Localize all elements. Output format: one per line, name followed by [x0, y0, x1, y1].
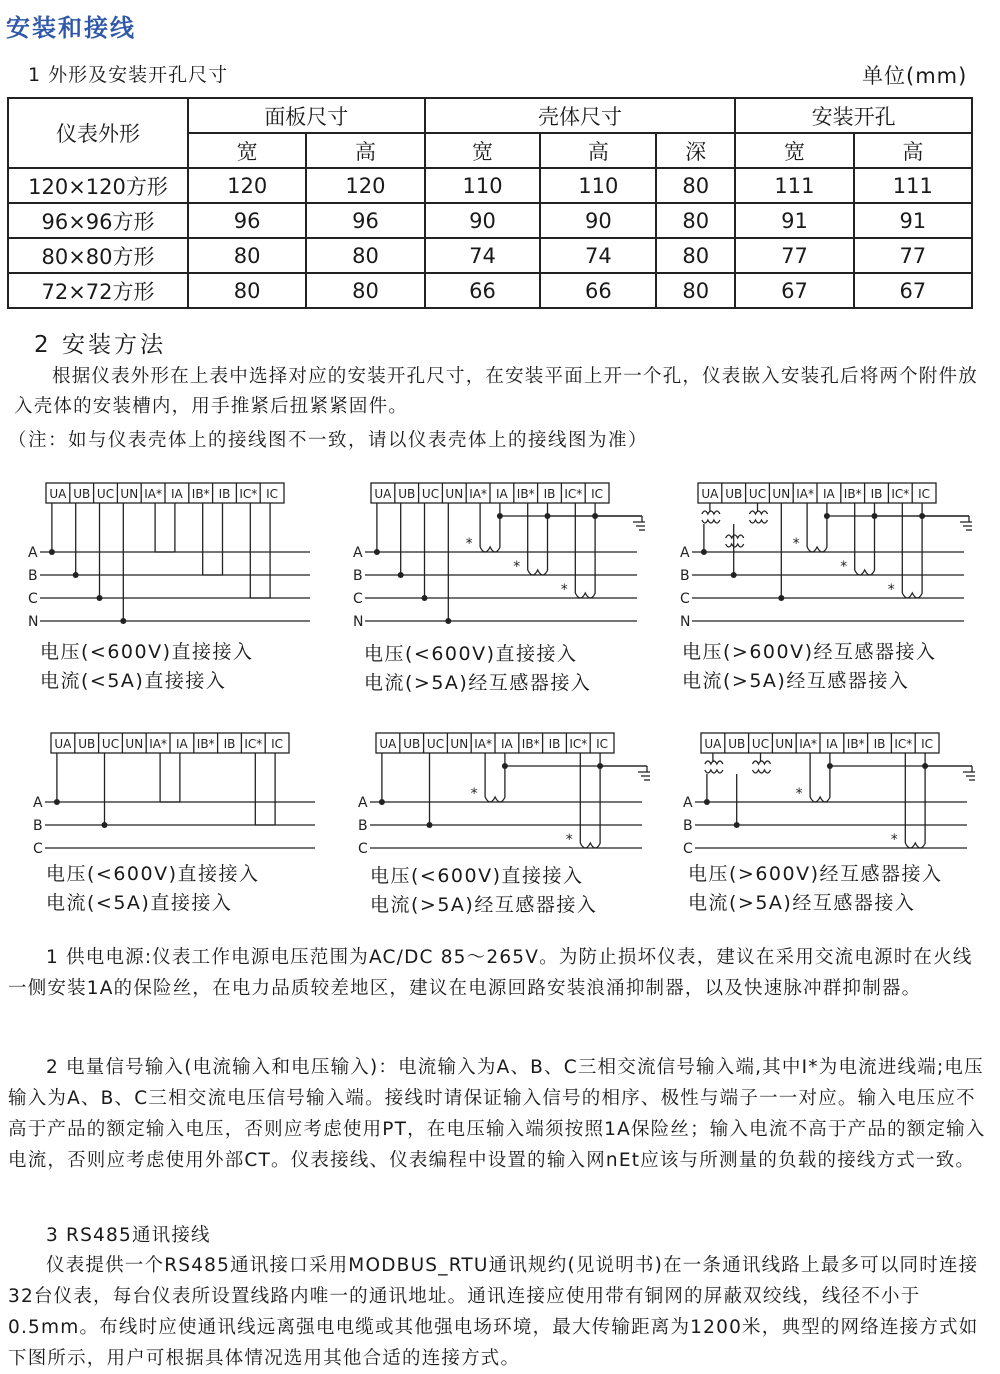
terminal-label: UA: [704, 737, 722, 751]
terminal-label: IB: [218, 487, 231, 501]
row-shape: 120×120方形: [8, 168, 188, 203]
polarity-star: *: [840, 559, 848, 575]
terminal-label: UA: [701, 487, 719, 501]
pt-coil: [750, 511, 768, 514]
pt-coil: [705, 770, 723, 773]
terminal-label: IC*: [244, 737, 263, 751]
page-title: 安装和接线: [6, 14, 136, 42]
phase-label: C: [358, 841, 368, 857]
ct-coil: [485, 797, 505, 802]
terminal-label: UC: [421, 487, 440, 501]
row-value: 90: [425, 203, 541, 238]
row-value: 67: [854, 273, 972, 308]
junction-dot: [701, 549, 707, 555]
terminal-label: UN: [450, 737, 469, 751]
row-value: 67: [735, 273, 853, 308]
junction-dot: [872, 513, 878, 519]
row-value: 66: [540, 273, 656, 308]
phase-label: B: [33, 818, 43, 834]
terminal-label: IB: [870, 487, 883, 501]
junction-dot: [597, 763, 603, 769]
phase-label: C: [683, 841, 693, 857]
terminal-label: IB*: [846, 737, 865, 751]
phase-label: N: [28, 614, 39, 630]
junction-dot: [398, 572, 404, 578]
junction-dot: [545, 513, 551, 519]
terminal-label: IB: [873, 737, 886, 751]
caption-5: 电压(<600V)直接接入 电流(>5A)经互感器接入: [370, 865, 598, 916]
junction-dot: [778, 595, 784, 601]
pt-coil: [702, 520, 720, 523]
polarity-star: *: [465, 536, 473, 552]
table-row: [8, 168, 972, 203]
sub-header: 深: [656, 133, 735, 168]
terminal-label: UB: [398, 487, 416, 501]
row-value: 111: [854, 168, 972, 203]
junction-dot: [502, 763, 508, 769]
junction-dot: [919, 513, 925, 519]
terminal-label: IB*: [521, 737, 540, 751]
junction-dot: [49, 549, 55, 555]
sub-header: 宽: [425, 133, 541, 168]
terminal-label: IB*: [516, 487, 535, 501]
junction-dot: [427, 822, 433, 828]
ct-coil: [807, 547, 827, 552]
ct-coil: [480, 547, 500, 552]
terminal-label: UN: [445, 487, 464, 501]
junction-dot: [445, 618, 451, 624]
caption-4: 电压(<600V)直接接入 电流(<5A)直接接入: [46, 863, 260, 914]
wiring-diagram-3: [672, 478, 972, 638]
wiring-diagram-6: [675, 728, 975, 863]
junction-dot: [824, 513, 830, 519]
junction-dot: [54, 799, 60, 805]
polarity-star: *: [887, 582, 895, 598]
row-value: 77: [854, 238, 972, 273]
terminal-label: UC: [426, 737, 445, 751]
pt-coil: [750, 520, 768, 523]
phase-label: A: [28, 545, 38, 561]
terminal-label: IA: [496, 487, 508, 501]
phase-label: N: [353, 614, 364, 630]
row-value: 80: [188, 238, 306, 273]
row-value: 80: [306, 238, 424, 273]
terminal-label: IC*: [564, 487, 583, 501]
terminal-label: UA: [49, 487, 67, 501]
phase-label: A: [353, 545, 363, 561]
row-value: 66: [425, 273, 541, 308]
terminal-label: UB: [725, 487, 743, 501]
sub-header: 宽: [735, 133, 853, 168]
terminal-label: IA: [501, 737, 513, 751]
terminal-label: IB: [543, 487, 556, 501]
junction-dot: [731, 572, 737, 578]
phase-label: C: [680, 591, 690, 607]
terminal-label: UN: [125, 737, 144, 751]
row-value: 80: [656, 168, 735, 203]
table-row: [8, 203, 972, 238]
polarity-star: *: [470, 786, 478, 802]
caption-1: 电压(<600V)直接接入 电流(<5A)直接接入: [40, 641, 254, 692]
junction-dot: [592, 513, 598, 519]
polarity-star: *: [513, 559, 521, 575]
ct-coil: [575, 593, 595, 598]
terminal-label: IB: [223, 737, 236, 751]
junction-dot: [120, 618, 126, 624]
phase-label: B: [353, 568, 363, 584]
terminal-label: IA*: [144, 487, 162, 501]
phase-label: C: [353, 591, 363, 607]
terminal-label: IA*: [799, 737, 817, 751]
phase-label: A: [683, 795, 693, 811]
ct-coil: [528, 570, 548, 575]
terminal-label: UC: [101, 737, 120, 751]
sub-header: 高: [306, 133, 424, 168]
terminal-label: UA: [379, 737, 397, 751]
row-value: 80: [656, 238, 735, 273]
ct-coil: [810, 797, 830, 802]
terminal-label: UN: [772, 487, 791, 501]
ct-coil: [855, 570, 875, 575]
row-value: 110: [425, 168, 541, 203]
phase-label: C: [28, 591, 38, 607]
wiring-diagram-2: [345, 478, 645, 638]
phase-label: A: [358, 795, 368, 811]
row-value: 91: [735, 203, 853, 238]
pt-coil: [702, 511, 720, 514]
phase-label: B: [680, 568, 690, 584]
terminal-label: UB: [728, 737, 746, 751]
phase-label: B: [28, 568, 38, 584]
wiring-diagram-5: [350, 728, 650, 863]
power-supply-text: 1 供电电源:仪表工作电源电压范围为AC/DC 85～265V。为防止损坏仪表，建议在采用交流电源时在火线一侧安装1A的保险丝，在电力品质较差地区，建议在电源回路安装浪涌抑制器，以及快速脉冲群抑制器。: [8, 947, 973, 999]
terminal-label: IB*: [196, 737, 215, 751]
junction-dot: [497, 513, 503, 519]
phase-label: N: [680, 614, 691, 630]
phase-label: B: [358, 818, 368, 834]
caption-3: 电压(>600V)经互感器接入 电流(>5A)经互感器接入: [682, 641, 937, 692]
wiring-diagram-1: [20, 478, 310, 638]
phase-label: A: [680, 545, 690, 561]
row-value: 120: [306, 168, 424, 203]
junction-dot: [73, 572, 79, 578]
junction-dot: [102, 822, 108, 828]
table-row: [8, 238, 972, 273]
phase-label: B: [683, 818, 693, 834]
ct-coil: [902, 593, 922, 598]
rs485-text: 仪表提供一个RS485通讯接口采用MODBUS_RTU通讯规约(见说明书)在一条通讯线路上最多可以同时连接32台仪表，每台仪表所设置线路内唯一的通讯地址。通讯连接应使用带有铜网的屏蔽双绞线，线径不小于0.5mm。布线时应使通讯线远离强电电缆或其他强电场环境，最大传输距离为1200米，典型的网络连接方式如下图所示，用户可根据具体情况选用其他合适的连接方式。: [8, 1255, 979, 1369]
terminal-label: UC: [751, 737, 770, 751]
junction-dot: [734, 822, 740, 828]
polarity-star: *: [795, 786, 803, 802]
terminal-label: IB*: [191, 487, 210, 501]
terminal-label: IC*: [569, 737, 588, 751]
phase-label: C: [33, 841, 43, 857]
row-value: 80: [306, 273, 424, 308]
sub-header: 宽: [188, 133, 306, 168]
install-text: 根据仪表外形在上表中选择对应的安装开孔尺寸，在安装平面上开一个孔，仪表嵌入安装孔后将两个附件放入壳体的安装槽内，用手推紧后扭紧紧固件。: [14, 366, 978, 417]
junction-dot: [922, 763, 928, 769]
junction-dot: [374, 549, 380, 555]
polarity-star: *: [560, 582, 568, 598]
terminal-label: UN: [775, 737, 794, 751]
row-shape: 72×72方形: [8, 273, 188, 308]
row-value: 80: [188, 273, 306, 308]
section-1-heading: 1 外形及安装开孔尺寸: [28, 64, 229, 86]
terminal-label: IC*: [891, 487, 910, 501]
row-shape: 96×96方形: [8, 203, 188, 238]
junction-dot: [97, 595, 103, 601]
unit-label: 单位(mm): [862, 64, 968, 88]
polarity-star: *: [565, 832, 573, 848]
terminal-label: IA*: [149, 737, 167, 751]
terminal-label: UC: [96, 487, 115, 501]
terminal-label: IA: [826, 737, 838, 751]
terminal-label: UC: [748, 487, 767, 501]
terminal-label: IC: [918, 487, 931, 501]
caption-2: 电压(<600V)直接接入 电流(>5A)经互感器接入: [364, 643, 592, 694]
terminal-label: UA: [374, 487, 392, 501]
pt-coil: [726, 535, 744, 538]
polarity-star: *: [792, 536, 800, 552]
group-panel-size: 面板尺寸: [188, 98, 425, 133]
terminal-label: UB: [78, 737, 96, 751]
terminal-label: UA: [54, 737, 72, 751]
junction-dot: [704, 799, 710, 805]
terminal-label: IA: [823, 487, 835, 501]
signal-input-text: 2 电量信号输入(电流输入和电压输入)：电流输入为A、B、C三相交流信号输入端,其中I*为电流进线端;电压输入为A、B、C三相交流电压信号输入端。接线时请保证输入信号的相序、极性与端子一一对应。输入电压应不高于产品的额定输入电压，否则应考虑使用PT，在电压输入端须按照1A保险丝；输入电流不高于产品的额定输入电流，否则应考虑使用外部CT。仪表接线、仪表编程中设置的输入网nEt应该与所测量的负载的接线方式一致。: [8, 1057, 986, 1171]
polarity-star: *: [890, 832, 898, 848]
row-value: 90: [540, 203, 656, 238]
terminal-label: IB: [548, 737, 561, 751]
row-value: 96: [306, 203, 424, 238]
group-shell-size: 壳体尺寸: [425, 98, 736, 133]
terminal-label: IC*: [239, 487, 258, 501]
rs485-heading: 3 RS485通讯接线: [46, 1225, 211, 1246]
row-value: 96: [188, 203, 306, 238]
table-row: [8, 273, 972, 308]
terminal-label: IC: [921, 737, 934, 751]
terminal-label: IA: [171, 487, 183, 501]
row-value: 120: [188, 168, 306, 203]
dimension-table: [7, 97, 973, 309]
junction-dot: [827, 763, 833, 769]
row-value: 80: [656, 203, 735, 238]
terminal-label: IC: [266, 487, 279, 501]
phase-label: A: [33, 795, 43, 811]
row-value: 80: [656, 273, 735, 308]
caption-6: 电压(>600V)经互感器接入 电流(>5A)经互感器接入: [688, 863, 943, 914]
sub-header: 高: [854, 133, 972, 168]
row-value: 91: [854, 203, 972, 238]
group-cutout: 安装开孔: [735, 98, 972, 133]
ct-coil: [580, 843, 600, 848]
sub-header: 高: [540, 133, 656, 168]
section-2-heading: 2 安装方法: [34, 332, 166, 358]
row-value: 111: [735, 168, 853, 203]
row-value: 74: [425, 238, 541, 273]
terminal-label: IA*: [474, 737, 492, 751]
terminal-label: IA*: [796, 487, 814, 501]
pt-coil: [726, 544, 744, 547]
terminal-label: IC: [271, 737, 284, 751]
pt-coil: [753, 761, 771, 764]
row-value: 110: [540, 168, 656, 203]
terminal-label: IA: [176, 737, 188, 751]
terminal-label: UN: [120, 487, 139, 501]
row-value: 77: [735, 238, 853, 273]
pt-coil: [705, 761, 723, 764]
row-shape: 80×80方形: [8, 238, 188, 273]
terminal-label: UB: [403, 737, 421, 751]
terminal-label: IA*: [469, 487, 487, 501]
junction-dot: [379, 799, 385, 805]
pt-coil: [753, 770, 771, 773]
install-note: （注：如与仪表壳体上的接线图不一致，请以仪表壳体上的接线图为准）: [8, 430, 649, 451]
wiring-diagram-4: [25, 728, 315, 863]
ct-coil: [905, 843, 925, 848]
terminal-label: IC: [591, 487, 604, 501]
terminal-label: IC: [596, 737, 609, 751]
row-value: 74: [540, 238, 656, 273]
terminal-label: IC*: [894, 737, 913, 751]
col-meter-shape: 仪表外形: [8, 98, 188, 168]
terminal-label: UB: [73, 487, 91, 501]
terminal-label: IB*: [843, 487, 862, 501]
junction-dot: [422, 595, 428, 601]
